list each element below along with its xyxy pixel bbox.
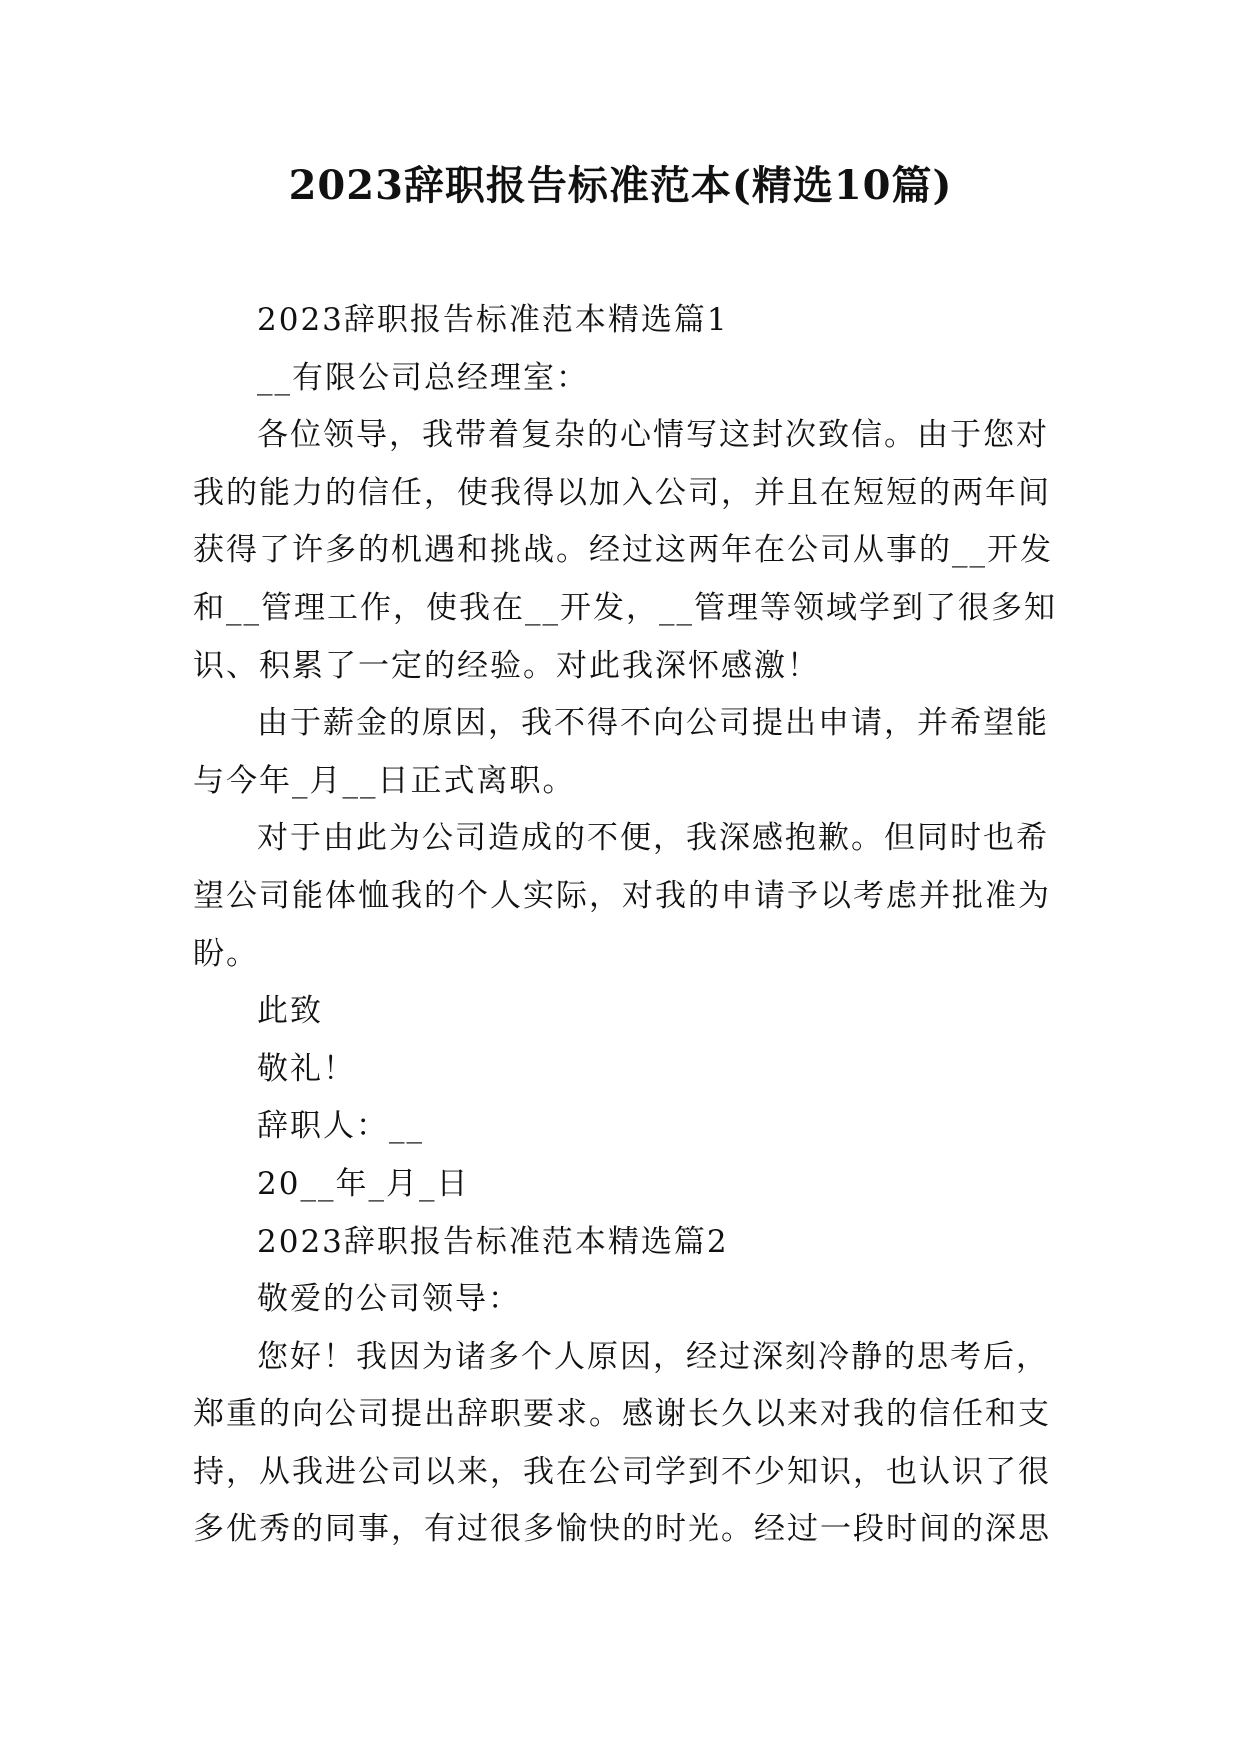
paragraph-line: 各位领导，我带着复杂的心情写这封次致信。由于您对 bbox=[257, 417, 1049, 454]
paragraph-line: 望公司能体恤我的个人实际，对我的申请予以考虑并批准为 bbox=[193, 877, 1051, 914]
letter-addressee: __有限公司总经理室： bbox=[257, 359, 589, 396]
signature-line: 辞职人：__ bbox=[257, 1108, 424, 1145]
paragraph-line: 持，从我进公司以来，我在公司学到不少知识，也认识了很 bbox=[193, 1453, 1051, 1490]
paragraph-line: 对于由此为公司造成的不便，我深感抱歉。但同时也希 bbox=[257, 820, 1049, 857]
paragraph-line: 和__管理工作，使我在__开发，__管理等领域学到了很多知 bbox=[193, 589, 1057, 626]
letter-addressee: 敬爱的公司领导： bbox=[257, 1281, 521, 1318]
paragraph-line: 郑重的向公司提出辞职要求。感谢长久以来对我的信任和支 bbox=[193, 1396, 1051, 1433]
paragraph-line: 多优秀的同事，有过很多愉快的时光。经过一段时间的深思 bbox=[193, 1511, 1051, 1548]
paragraph-line: 您好！我因为诸多个人原因，经过深刻冷静的思考后， bbox=[257, 1338, 1049, 1375]
paragraph-line: 与今年_月__日正式离职。 bbox=[193, 762, 576, 799]
closing-regards: 敬礼！ bbox=[257, 1050, 356, 1087]
paragraph-line: 盼。 bbox=[193, 935, 259, 972]
section-heading-1: 2023辞职报告标准范本精选篇1 bbox=[257, 302, 729, 338]
document-title: 2023辞职报告标准范本(精选10篇) bbox=[288, 162, 953, 209]
section-heading-2: 2023辞职报告标准范本精选篇2 bbox=[257, 1223, 729, 1260]
closing-salutation: 此致 bbox=[257, 993, 323, 1030]
date-line: 20__年_月_日 bbox=[257, 1165, 470, 1202]
paragraph-line: 识、积累了一定的经验。对此我深怀感激！ bbox=[193, 647, 820, 684]
paragraph-line: 我的能力的信任，使我得以加入公司，并且在短短的两年间 bbox=[193, 474, 1051, 511]
paragraph-line: 获得了许多的机遇和挑战。经过这两年在公司从事的__开发 bbox=[193, 532, 1053, 569]
paragraph-line: 由于薪金的原因，我不得不向公司提出申请，并希望能 bbox=[257, 705, 1049, 742]
document-body bbox=[193, 292, 1063, 1559]
